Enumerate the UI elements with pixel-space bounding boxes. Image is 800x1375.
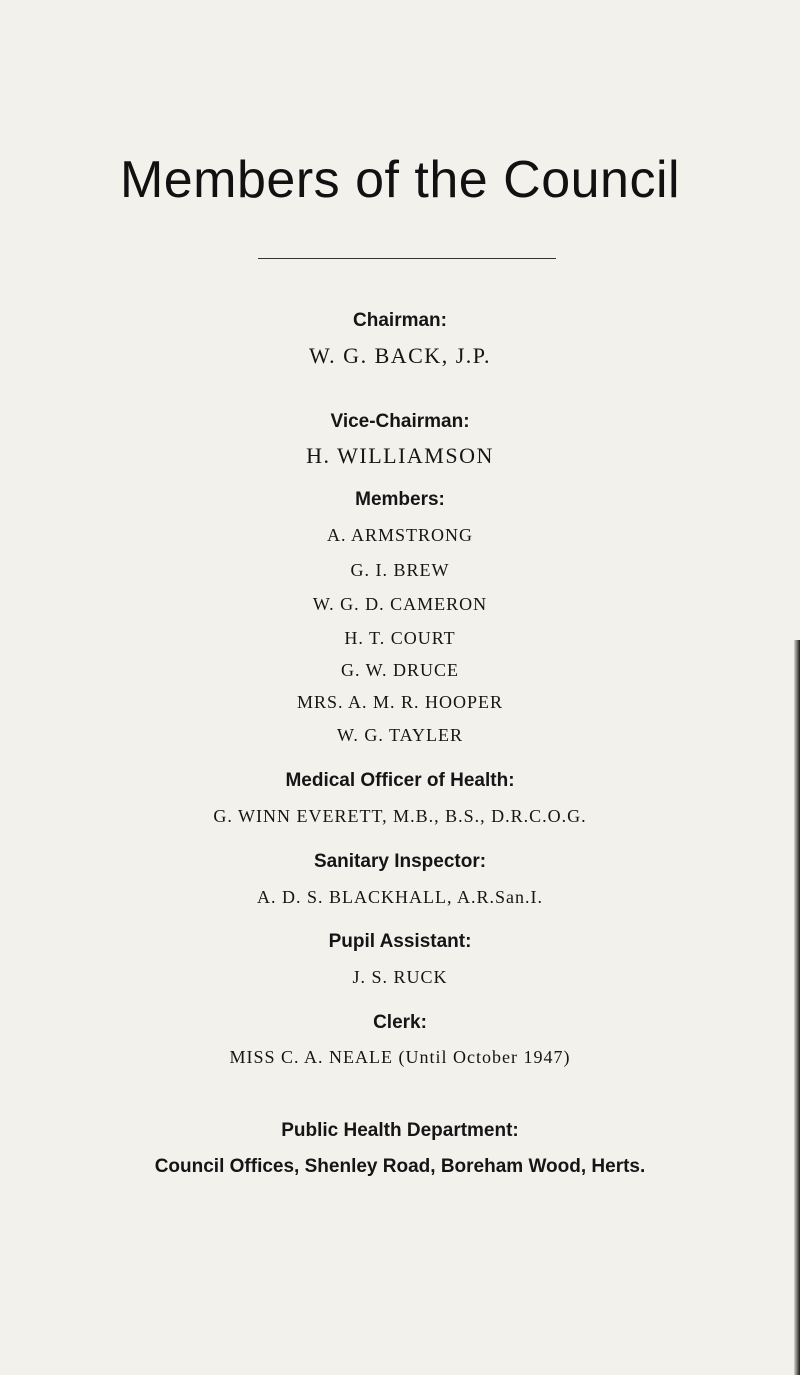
sanitary-inspector-heading: Sanitary Inspector: (313, 851, 487, 872)
department-address: Council Offices, Shenley Road, Boreham Wood, Herts. (154, 1156, 646, 1177)
member-name: W. G. D. CAMERON (312, 594, 488, 614)
medical-officer-heading: Medical Officer of Health: (285, 770, 515, 791)
page-edge-shadow (794, 640, 800, 1375)
member-name: MRS. A. M. R. HOOPER (296, 692, 504, 712)
chairman-name: W. G. BACK, J.P. (308, 343, 492, 368)
chairman-heading: Chairman: (353, 310, 447, 331)
page-title: Members of the Council (119, 151, 681, 209)
vice-chairman-name: H. WILLIAMSON (306, 443, 494, 468)
member-name: A. ARMSTRONG (326, 525, 474, 545)
sanitary-inspector-name: A. D. S. BLACKHALL, A.R.San.I. (256, 887, 543, 907)
pupil-assistant-heading: Pupil Assistant: (328, 931, 472, 952)
member-name: H. T. COURT (344, 628, 456, 648)
pupil-assistant-name: J. S. RUCK (352, 967, 448, 987)
clerk-name: MISS C. A. NEALE (Until October 1947) (229, 1047, 571, 1067)
department-heading: Public Health Department: (281, 1120, 519, 1141)
vice-chairman-heading: Vice-Chairman: (330, 411, 470, 432)
clerk-heading: Clerk: (373, 1012, 427, 1033)
members-heading: Members: (355, 489, 445, 510)
title-divider (258, 258, 556, 259)
medical-officer-name: G. WINN EVERETT, M.B., B.S., D.R.C.O.G. (213, 806, 587, 826)
member-name: G. W. DRUCE (340, 660, 459, 680)
member-name: W. G. TAYLER (337, 725, 463, 745)
member-name: G. I. BREW (350, 560, 450, 580)
